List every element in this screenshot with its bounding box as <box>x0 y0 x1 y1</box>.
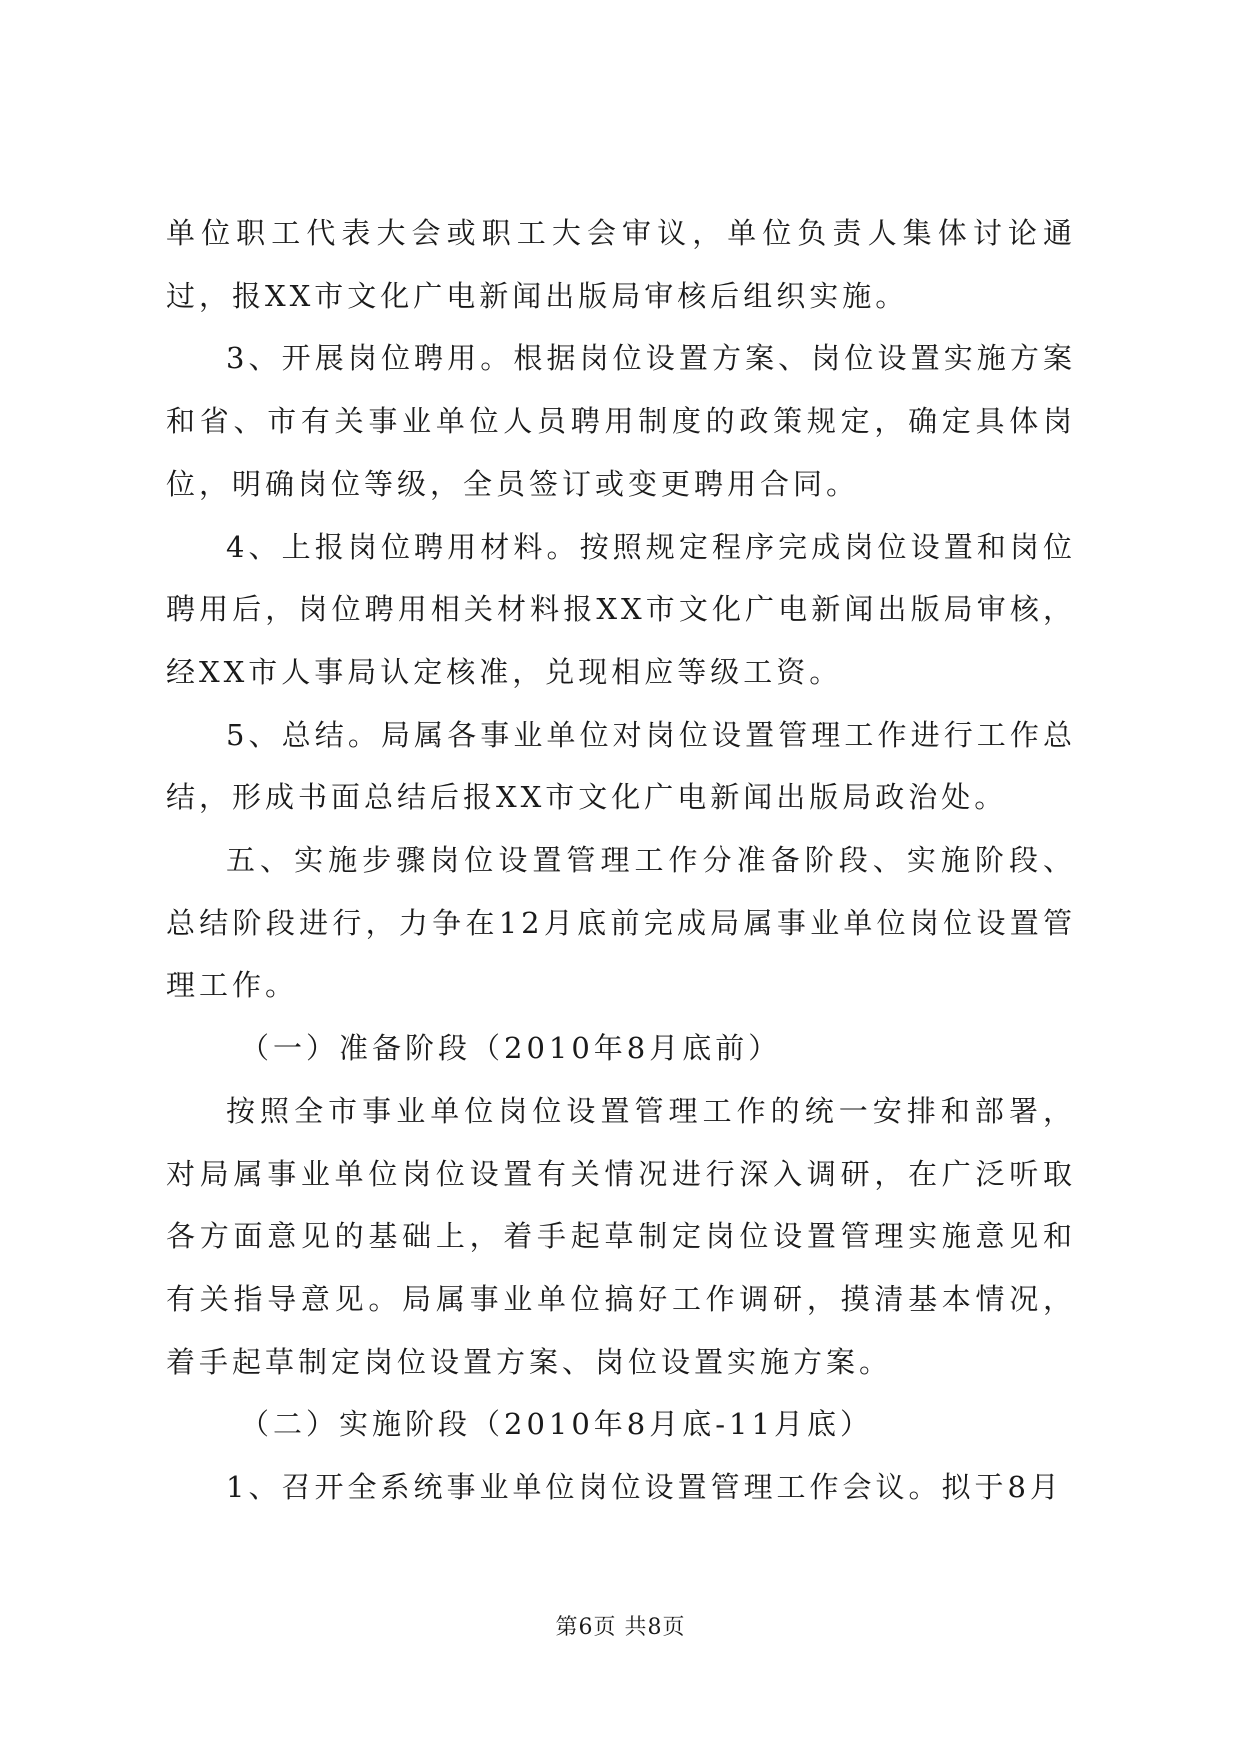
document-body <box>166 202 1076 1519</box>
paragraph-preparation: 按照全市事业单位岗位设置管理工作的统一安排和部署，对局属事业单位岗位设置有关情况进行深入调研，在广泛听取各方面意见的基础上，着手起草制定岗位设置管理实施意见和有关指导意见。局属事业单位搞好工作调研，摸清基本情况，着手起草制定岗位设置方案、岗位设置实施方案。 <box>166 1093 1076 1379</box>
paragraph-implementation-item-1: 1、召开全系统事业单位岗位设置管理工作会议。拟于8月 <box>226 1470 1063 1505</box>
paragraph-continuation: 单位职工代表大会或职工大会审议，单位负责人集体讨论通过，报XX市文化广电新闻出版局审核后组织实施。 <box>166 216 1076 313</box>
heading-implementation-stage: （二）实施阶段（2010年8月底-11月底） <box>240 1407 873 1442</box>
paragraph-item-5: 5、总结。局属各事业单位对岗位设置管理工作进行工作总结，形成书面总结后报XX市文化广电新闻出版局政治处。 <box>166 717 1076 815</box>
paragraph-item-4: 4、上报岗位聘用材料。按照规定程序完成岗位设置和岗位聘用后，岗位聘用相关材料报XX市文化广电新闻出版局审核，经XX市人事局认定核准，兑现相应等级工资。 <box>166 529 1076 689</box>
paragraph-item-3: 3、开展岗位聘用。根据岗位设置方案、岗位设置实施方案和省、市有关事业单位人员聘用制度的政策规定，确定具体岗位，明确岗位等级，全员签订或变更聘用合同。 <box>166 341 1076 501</box>
heading-preparation-stage: （一）准备阶段（2010年8月底前） <box>240 1031 782 1066</box>
paragraph-section-5: 五、实施步骤岗位设置管理工作分准备阶段、实施阶段、总结阶段进行，力争在12月底前完成局属事业单位岗位设置管理工作。 <box>166 843 1076 1003</box>
page-number-footer: 第6页 共8页 <box>555 1615 686 1640</box>
